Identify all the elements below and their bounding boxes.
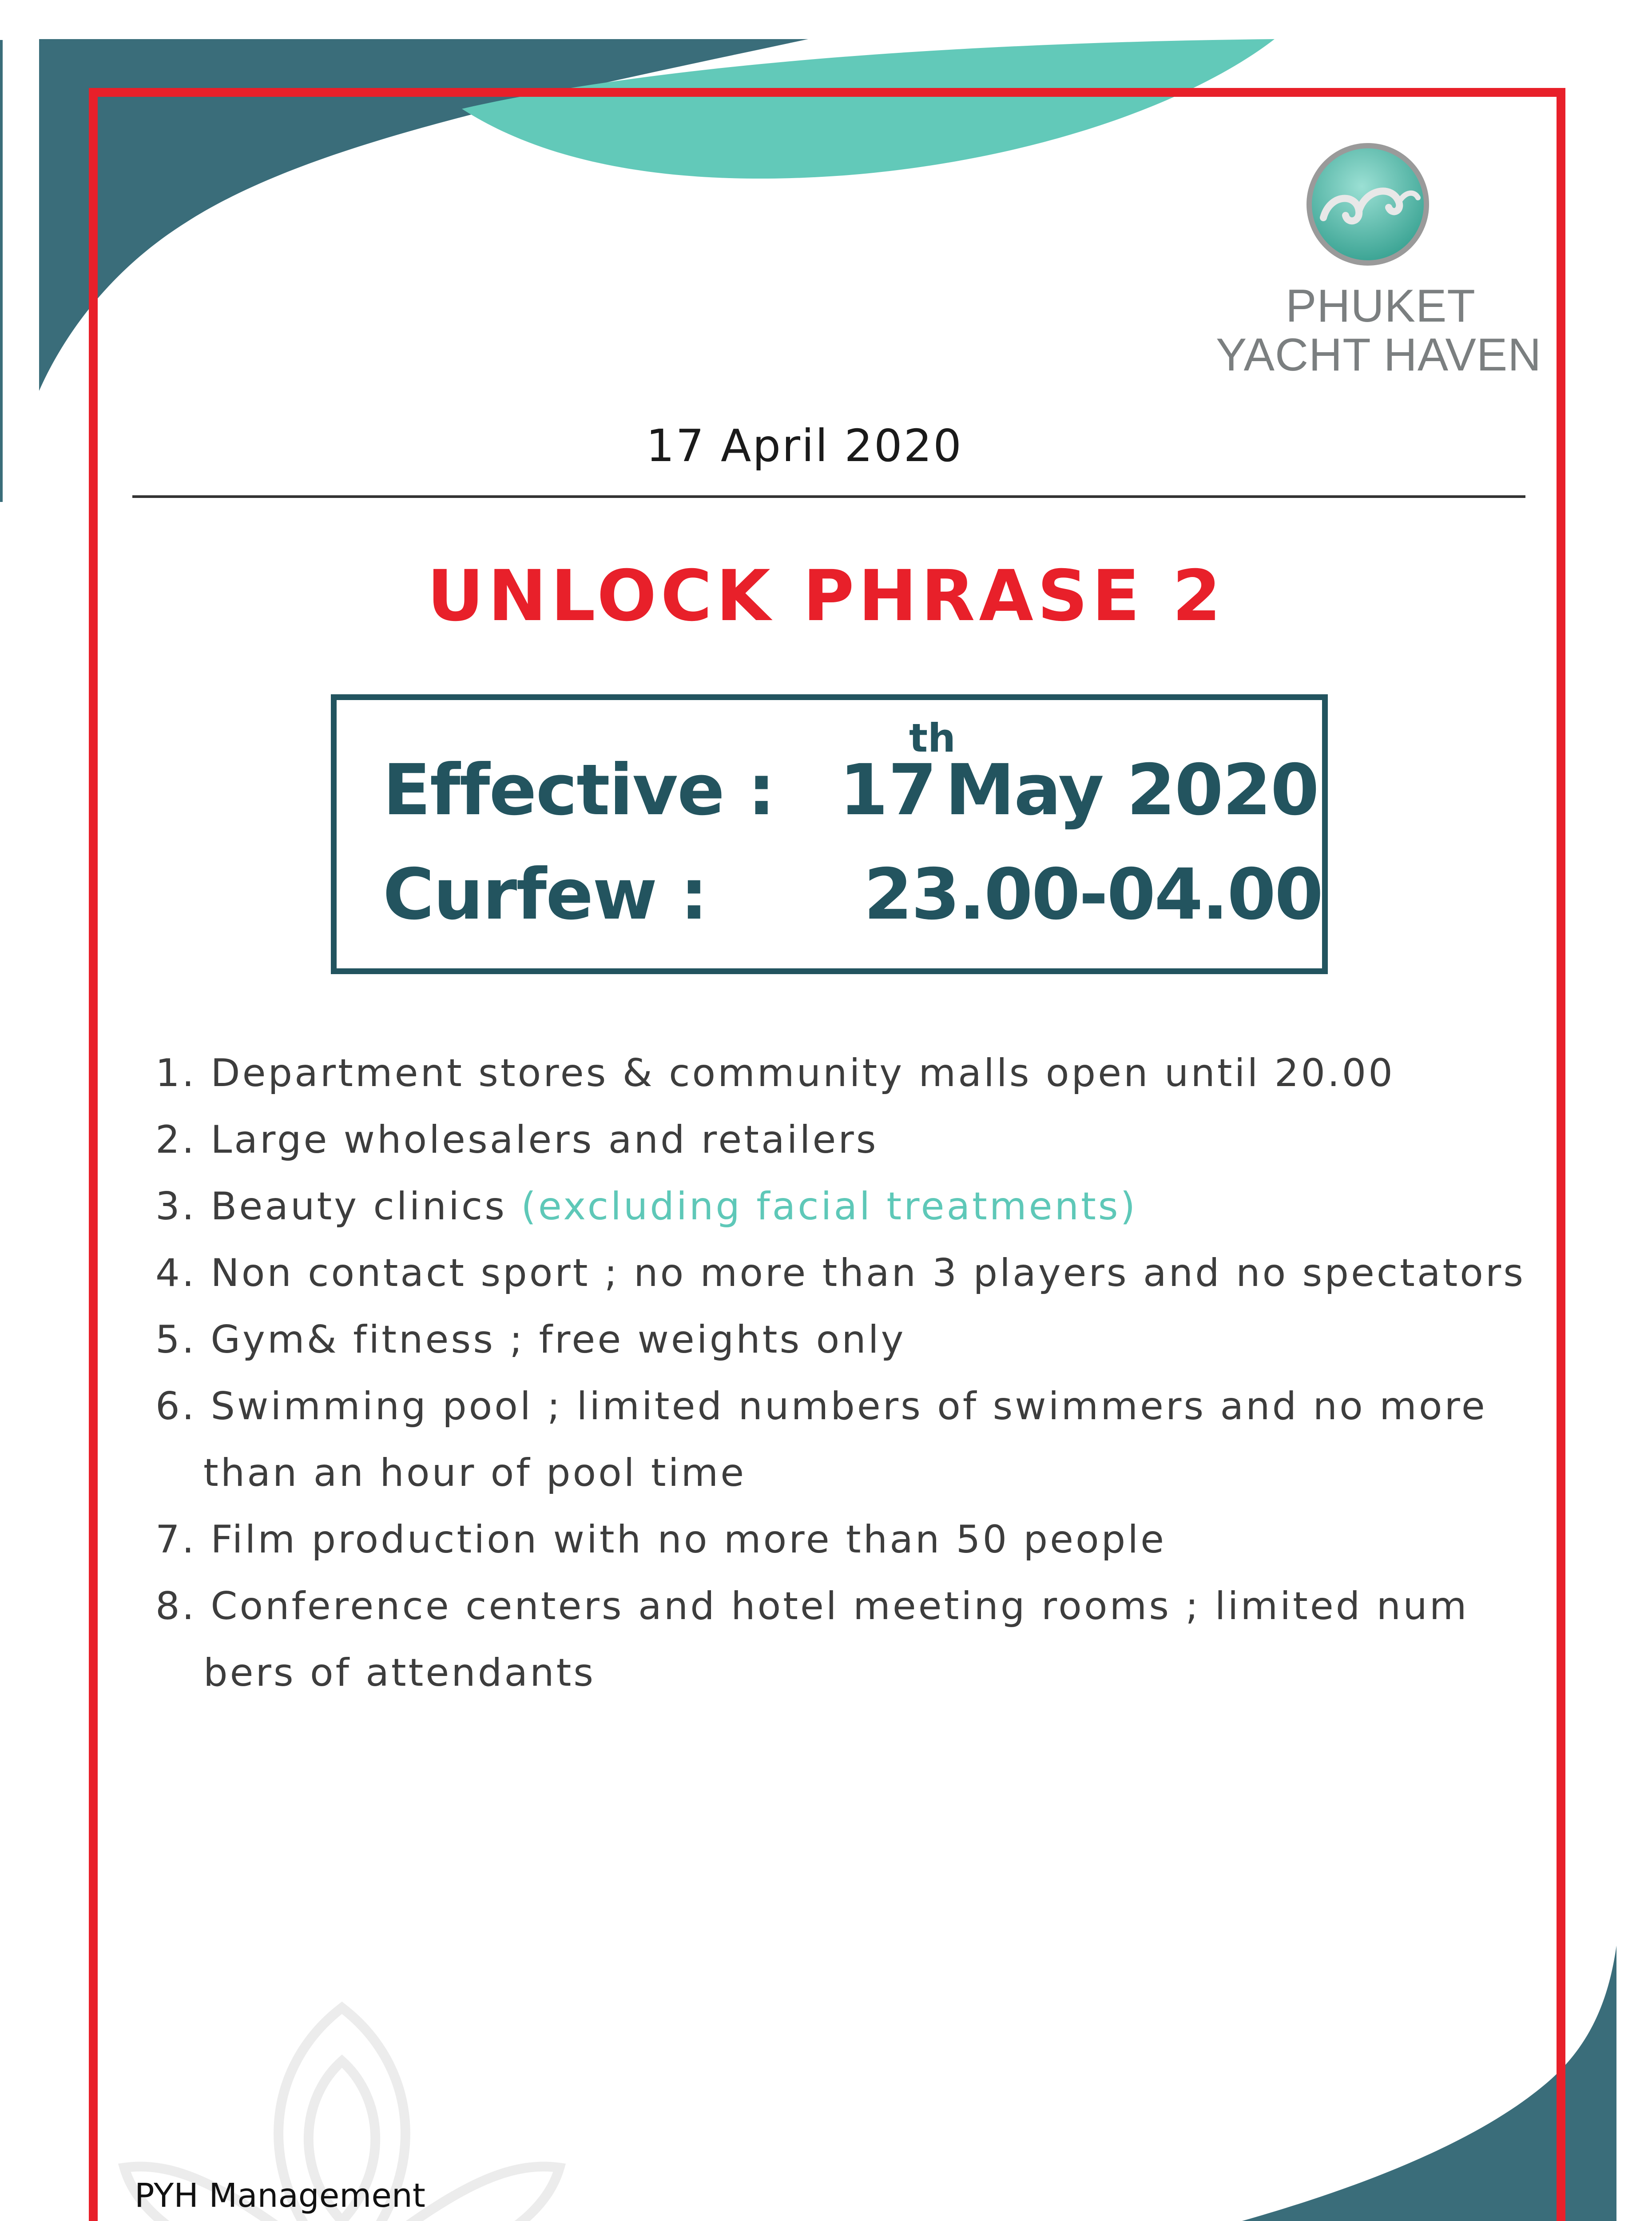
list-item: 5. Gym& fitness ; free weights only bbox=[155, 1317, 906, 1362]
list-item: 8. Conference centers and hotel meeting rooms ; limited num bbox=[155, 1584, 1469, 1628]
notice-date: 17 April 2020 bbox=[646, 420, 963, 472]
list-item: 7. Film production with no more than 50 people bbox=[155, 1517, 1167, 1562]
list-item: 6. Swimming pool ; limited numbers of swimmers and no more bbox=[155, 1384, 1487, 1429]
list-item-continuation: than an hour of pool time bbox=[203, 1451, 747, 1495]
list-item-text: 3. Beauty clinics bbox=[155, 1184, 521, 1229]
brand-name-line1: PHUKET bbox=[1286, 280, 1476, 332]
effective-day: 17 bbox=[839, 749, 937, 831]
left-edge-line bbox=[0, 40, 3, 502]
brand-name-line2: YACHT HAVEN bbox=[1216, 329, 1542, 381]
list-item-continuation: bers of attendants bbox=[203, 1651, 596, 1695]
list-item: 2. Large wholesalers and retailers bbox=[155, 1118, 878, 1162]
list-item-highlight: (excluding facial treatments) bbox=[521, 1184, 1138, 1229]
notice-title: UNLOCK PHRASE 2 bbox=[427, 555, 1225, 637]
curfew-value: 23.00-04.00 bbox=[864, 854, 1322, 935]
effective-month-year: May 2020 bbox=[945, 749, 1318, 831]
effective-day-suffix: th bbox=[909, 715, 956, 761]
list-item: 4. Non contact sport ; no more than 3 players and no spectators bbox=[155, 1251, 1526, 1295]
footer-signature: PYH Management bbox=[135, 2177, 425, 2215]
effective-label: Effective : bbox=[383, 749, 775, 831]
curfew-label: Curfew : bbox=[383, 854, 707, 935]
list-item: 1. Department stores & community malls open until 20.00 bbox=[155, 1051, 1395, 1095]
header-divider bbox=[132, 495, 1525, 498]
list-item bbox=[155, 1184, 1138, 1229]
wave-circle-logo-icon bbox=[1303, 140, 1432, 269]
